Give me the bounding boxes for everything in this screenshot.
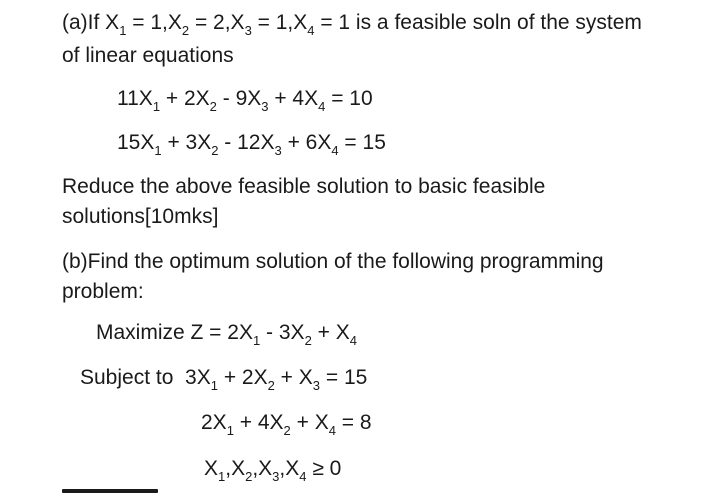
constraint-2: $2X_1 + 4X_2 + X_4 = 8$	[201, 411, 372, 438]
part-a-task-line-2: solutions[10mks]	[62, 205, 219, 228]
objective-function: Maximize $Z = 2X_1 - 3X_2 + X_4$	[96, 321, 357, 348]
part-b-heading-line-1: (b)Find the optimum solution of the following programming	[62, 250, 604, 273]
constraint-1: Subject to $3X_1 + 2X_2 + X_3 = 15$	[80, 366, 368, 393]
cut-off-text-fragment	[62, 489, 158, 493]
part-a-task-line-1: Reduce the above feasible solution to basic feasible	[62, 175, 546, 198]
non-negativity-constraint: $X_1,X_2,X_3,X_4 \ge 0$	[204, 457, 342, 484]
equation-1: $11X_1 + 2X_2 - 9X_3 + 4X_4 = 10$	[117, 87, 373, 114]
part-a-heading-line: (a)If $X_1 = 1,X_2 = 2,X_3 = 1,X_4 = 1$ is a feasible soln of the system	[62, 11, 642, 38]
equation-2: $15X_1 + 3X_2 - 12X_3 + 6X_4 = 15$	[117, 131, 386, 158]
part-b-heading-line-2: problem:	[62, 280, 144, 303]
part-a-heading-line-2: of linear equations	[62, 44, 234, 67]
